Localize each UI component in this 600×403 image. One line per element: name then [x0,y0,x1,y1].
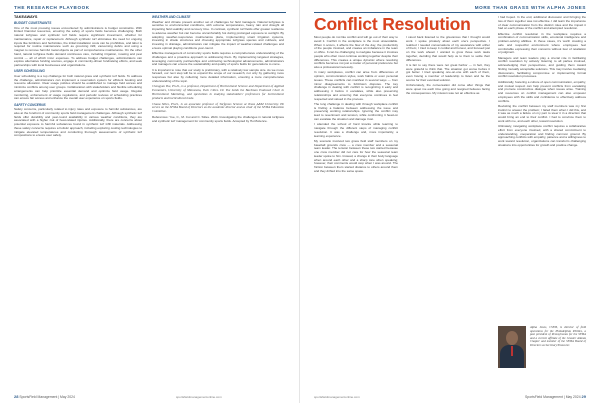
section-heading: USER SCHEDULING [14,69,45,74]
running-head: MORE THAN GRASS WITH ALPHA JONES [474,5,586,10]
body-paragraph: Additionally, fostering a culture of open communication, empathy, and mutual respect can help prevent conflicts from escalating and promote constructive dialogue when issues arise. Training and resources on conflict management can also empower employees with the skills and confidence to effectively address conflicts. [498,79,586,103]
kicker: TAKEAWAYS [14,15,38,19]
page-footer [525,394,586,399]
page-number: 28 [14,394,19,399]
left-column-1 [14,16,142,140]
header-rule [314,12,586,13]
references: References: Yue, C., M. Cui and C. Stiles. 2024. Investigating the challenges in natural turfgrass and synthetic turf management for community sports fields. Accepted by HortScience. [152,114,284,123]
page-footer [14,394,75,399]
section-heading: BUDGET CONSTRAINTS [14,21,52,26]
body-paragraph: Most people do not like conflict and will go out of their way to avoid it. Conflict in the workplace is the most unavoidable. When it occurs, it affects the flow of the day, the productivity of the people involved, and creates an imbalance in the team or office. It can be challenging to navigate because it involves people who often must continue working together despite their differences. This creates a unique dynamic where resolving conflicts becomes not just a matter of personal preference but also a professional necessity. [314,35,398,69]
author-bio: Chengyan Yue, Ph.D., is a professor, Department of Horticultural Science and Department of Applied Economics, University of Minnesota, Twin Cities. Dr. Yue holds the Bachman Endowed Chair in Horticultural Marketing, and specializes in studying stakeholders' preferences for horticultural products and horticultural trade. [152,84,284,101]
section-heading: SAFETY CONCERNS [14,102,46,107]
body-paragraph: Weather and climate present another set of challenges for field managers. Natural turfgrass is sensitive to environmental conditions, with extreme temperatures, heavy rain and drought all impacting field usability and recovery time. In contrast, synthetic turf fields offer greater resilience to adverse weather but can become uncomfortably hot during prolonged exposure to sunlight. By adopting weather-responsive maintenance plans, implementing smart irrigation systems, investing in shade structures and choosing appropriate turfgrass species and cultivars, and investing in drainage, administrators can mitigate the impact of weather-related challenges and ensure optimal playing conditions year-round. [152,19,284,50]
body-paragraph: Managers and team leaders play a crucial role in facilitating conflict resolution by actively listening to all parties involved, acknowledging their perspectives, and guiding them toward finding mutually acceptable solutions. This may involve mediating discussions, facilitating compromise or implementing formal conflict resolution processes. [498,55,587,79]
body-paragraph: One of the most pressing issues encountered by administrators is budget constraints. With limited financial resources, ensuring the safety of sports fields becomes challenging. Both natural turfgrass and synthetic turf fields require significant investment, whether for maintenance, repair or replacement. Although synthetic turf eliminates the need for ongoing inputs like fertilizers and herbicides, the initial installation costs can be prohibitive, and labor is required for routine maintenance such as grooming infill, vacuuming debris and using a magnet to remove harmful metal objects as part of comprehensive maintenance. On the other hand, natural turfgrass fields demand continuous care, including irrigation, mowing and pest control — all of which incur expenses. To address budget challenges, administrators can explore alternative funding sources, engage in community-driven fundraising efforts, and seek partnerships with local businesses and organizations. [14,25,142,68]
author-photo-head [506,331,518,345]
magazine-name: SportsField Management | May 2024 [19,395,75,399]
body-paragraph: Revisiting the conflict between my staff members was my first instinct to answer the problem; I failed them when I did this, and it was as much a failure on my part to steer it in a direction that would bring an end to their conflict. I had to convince them to work with me, and each other, toward resolution. [498,103,586,123]
body-paragraph: It is important to note that our study is preliminary, with a relatively low sample size. As we move forward, our next step will be to expand the scope of our research, not only by gathering more responses but also by collecting more detailed information, ensuring a more comprehensive understanding of the topic. [152,67,284,83]
magazine-name: SportsField Management | May 2024 [525,395,581,399]
body-paragraph: Ultimately, navigating workplace conflict requires a collaborative effort from everyone involved, with a shared commitment to understanding, cooperation and finding common ground. By approaching conflicts with empathy, patience and a willingness to work toward resolution, organizations can transform challenging situations into opportunities for growth and positive change. [498,124,586,147]
footer-url[interactable]: sportsfieldmanagementonline.com [176,395,222,399]
author-photo-tie [511,346,513,356]
body-paragraph: User scheduling is a top challenge for both natural grass and synthetic turf fields. To address the challenge, administrators can implement a reservation system for efficient booking and resource allocation. Clear usage policies should be established to manage field access and minimize conflicts among user groups. Collaboration with stakeholders and flexible scheduling arrangements can help prioritize essential demand and optimize field usage. Regular monitoring, enforcement of usage regulations, and periodic reviews of scheduling practices can ensure fair access and enhance the overall user experience on sports fields. [14,73,142,101]
section-heading: WEATHER AND CLIMATE [152,15,191,19]
body-paragraph: Effective conflict resolution in the workplace requires a combination of communication skills, emotional intelligence and problem-solving abilities. In these cases, it's worth creating a safe and respectful environment where employees feel comfortable expressing their concerns without fear of retaliation or judgment. [498,31,586,55]
body-paragraph: It is fair to say there were not great harbor — in fact, they were grateful to think that. The situation got worse before it got better. I tried speaking one-on-one with each of them, even having a member of leadership to listen and be the source for their eventual solution. [406,62,490,82]
body-paragraph: I stood back listened to the grievances that I thought would work. I spoke privately about each one's perspective. I realized I needed conversations of my assistance with either of them; I tried to keep it cordial and honest, and focused just on the work ahead. I wanted to grow those work tasks together, deciding that would help us to them to settle their differences. [406,35,490,62]
author-bio: Alpha Jones, CSFM, is director of field operations for the Philadelphia Phillies, a past president of Pennsylvania for the SFMA and a current affiliate of the Greater Atlanta Chapter and member of the SFMA Board of Directors as Secretary/Treasurer. [530,325,586,347]
body-paragraph: Safety concerns, particularly related to injury rates and exposure to harmful substances, are also at the forefront of community sports field management challenges. Although synthetic turf fields offer durability and year-round availability in various weather conditions, they are associated with a higher risk of heat-related injuries. Additionally, there are concerns about potential exposure to harmful substances found in synthetic turf infill materials. Addressing these safety concerns requires a holistic approach, including exploring cooling technologies to mitigate elevated temperatures and conducting thorough assessments of synthetic turf compositions to ensure user safety. [14,107,142,138]
header-rule [14,12,286,13]
running-head: THE RESEARCH PLAYBOOK [14,5,90,10]
footer-url[interactable]: sportsfieldmanagementonline.com [314,395,360,399]
body-paragraph: My scenario involved two grass field staff members on my baseball grounds crew — a crew member and a seasonal team leader. The tension between these two started because one crew member did not care for how the seasonal team leader spoke to him. Instead, a change in their body language when around each other and a sharp tone when speaking; however, their comments would stop when I was around. The friction between them started distance to others around them and they drifted into the same space. [314,138,398,173]
right-column-2 [406,36,490,97]
page-number: 29 [581,394,586,399]
left-column-2 [152,16,284,125]
body-paragraph: Effective management of community sports fields requires a comprehensive understanding of the challenges and a proactive approach to addressing them. By implementing targeted strategies, leveraging community partnerships and embracing technological advancements, administrators and managers can ensure the sustainability and quality of sports fields for generations to come. [152,51,284,67]
right-column-3 [498,16,586,149]
body-paragraph: I attended the school of hard knocks while learning to navigate through the different steps of managing conflict resolution. It was a challenge and, more importantly, a learning experience. [314,122,398,138]
body-paragraph: I had hoped. In the end, additional discussion and bringing the two of them together was not effective. I did learn the importance of clear communication from the distinct roles and the impact it had on each phase of the conflict and attempted resolution. [498,15,586,31]
body-paragraph: Unfortunately, the conversation did come after things that were upset me each time going and resigned believes facing the consequences. My mission was not an effective as [406,83,490,95]
author-photo [498,326,526,368]
article-title: Conflict Resolution [314,14,471,34]
body-paragraph: In many workplaces, conflict can arise from differences of opinion, communication styles, work habits or even personal issues. These conflicts can manifest in several ways — from minor disagreements to full-blown disputes. The key challenge in dealing with conflict is recognizing it early and addressing it before it escalates, while also preserving relationships and ensuring that everyone continues to feel respected and valued in the process. [314,70,398,101]
right-column-1 [314,36,398,175]
author-bio: Chaoa Stiles, Ph.D., is an associate professor of Turfgrass Science at Texas A&M University. He serves on the SFMA Board of Directors as the academic director and as chair of the SFMA Education Committee. [152,101,284,114]
body-paragraph: The long challenge in dealing with through workplace conflict is finding a balance between addressing the issue and preserving working relationships. Ignoring the conflict may lead to resentment and tension, while confronting it head-on can escalate the situation and damage trust. [314,101,398,121]
right-page [300,0,600,403]
